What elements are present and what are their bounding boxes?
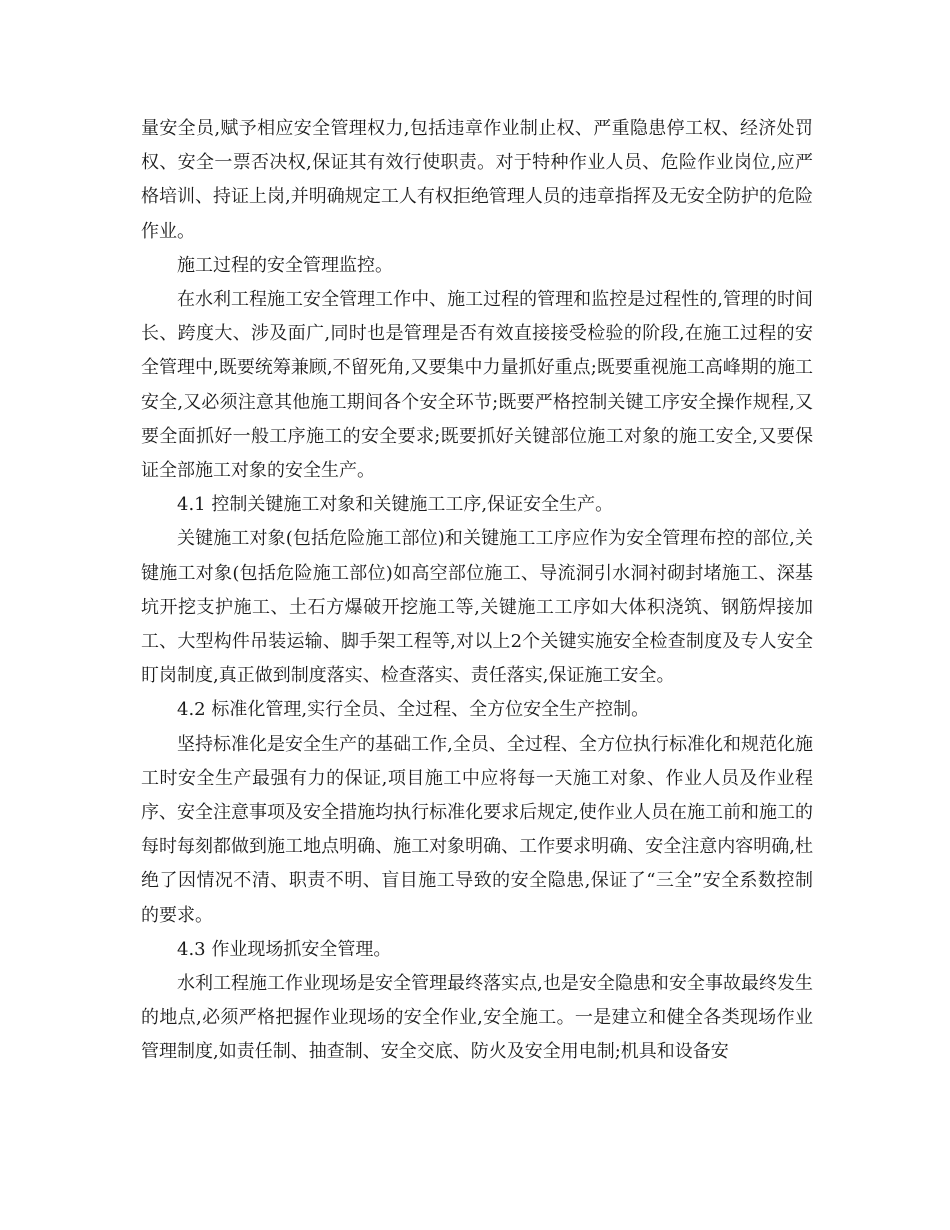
section-heading-construction-monitoring: 施工过程的安全管理监控。 [177, 254, 393, 276]
section-heading-4-3: 4.3 作业现场抓安全管理。 [177, 938, 392, 960]
paragraph-standardization: 坚持标准化是安全生产的基础工作,全员、全过程、全方位执行标准化和规范化施工时安全生产最强有力的保证,项目施工中应将每一天施工对象、作业人员及作业程序、安全注意事项及安全措施均执行标准化要求后规定,使作业人员在施工前和施工的每时每刻都做到施工地点明确、施工对象明确、工作要求明确、安全注意内容明确,杜绝了因情况不清、职责不明、盲目施工导致的安全隐患,保证了“三全”安全系数控制的要求。 [141, 733, 813, 926]
paragraph-key-objects: 关键施工对象(包括危险施工部位)和关键施工工序应作为安全管理布控的部位,关键施工对象(包括危险施工部位)如高空部位施工、导流洞引水洞衬砌封堵施工、深基坑开挖支护施工、土石方爆破开挖施工等,关键施工工序如大体积浇筑、钢筋焊接加工、大型构件吊装运输、脚手架工程等,对以上2个关键实施安全检查制度及专人安全盯岗制度,真正做到制度落实、检查落实、责任落实,保证施工安全。 [141, 528, 813, 687]
paragraph-site-safety: 水利工程施工作业现场是安全管理最终落实点,也是安全隐患和安全事故最终发生的地点,必须严格把握作业现场的安全作业,安全施工。一是建立和健全各类现场作业管理制度,如责任制、抽查制、安全交底、防火及安全用电制;机具和设备安 [141, 973, 813, 1063]
section-heading-4-2: 4.2 标准化管理,实行全员、全过程、全方位安全生产控制。 [177, 699, 650, 721]
paragraph-construction-monitoring: 在水利工程施工安全管理工作中、施工过程的管理和监控是过程性的,管理的时间长、跨度大、涉及面广,同时也是管理是否有效直接接受检验的阶段,在施工过程的安全管理中,既要统筹兼顾,不留死角,又要集中力量抓好重点;既要重视施工高峰期的施工安全,又必须注意其他施工期间各个安全环节;既要严格控制关键工序安全操作规程,又要全面抓好一般工序施工的安全要求;既要抓好关键部位施工对象的施工安全,又要保证全部施工对象的安全生产。 [141, 289, 813, 482]
paragraph-continuation: 量安全员,赋予相应安全管理权力,包括违章作业制止权、严重隐患停工权、经济处罚权、安全一票否决权,保证其有效行使职责。对于特种作业人员、危险作业岗位,应严格培训、持证上岗,并明确规定工人有权拒绝管理人员的违章指挥及无安全防护的危险作业。 [141, 118, 813, 242]
document-body [141, 112, 813, 1070]
section-heading-4-1: 4.1 控制关键施工对象和关键施工工序,保证安全生产。 [177, 494, 614, 516]
